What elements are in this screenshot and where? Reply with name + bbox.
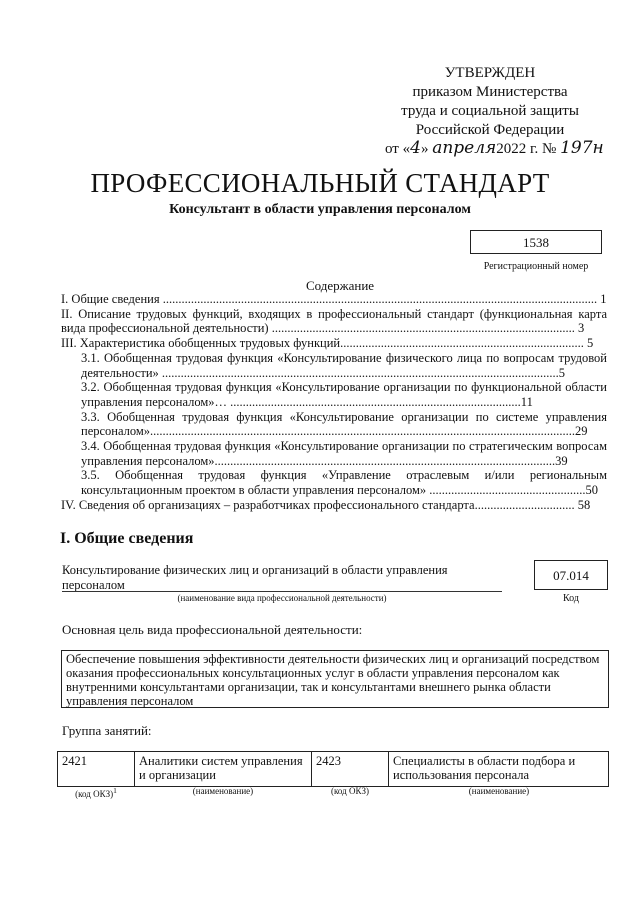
page-subtitle: Консультант в области управления персоналом: [169, 202, 471, 217]
registration-number-label: Регистрационный номер: [483, 261, 589, 272]
goal-text-box: Обеспечение повышения эффективности деятельности физических лиц и организаций посредством оказания профессиональных консультационных услуг в области управления персоналом как внутренними консультантами организации, так и консультантами внешнего рынка области управления персоналом: [61, 650, 609, 708]
activity-code-label: Код: [563, 593, 579, 604]
toc-item[interactable]: 3.3. Обобщенная трудовая функция «Консультирование организации по системе управления персоналом»........................................................................................................................................29: [81, 409, 607, 439]
footnote-mark: 1: [113, 786, 117, 795]
caption-text: (код ОКЗ): [75, 789, 114, 799]
toc-item[interactable]: II. Описание трудовых функций, входящих в профессиональный стандарт (функциональная карта вида профессиональной деятельности) ................................................................................................. 3: [61, 306, 607, 336]
activity-underline: [62, 591, 502, 592]
order-mid: »: [420, 141, 433, 157]
okz-code-cell: 2421: [58, 752, 135, 787]
toc-item[interactable]: III. Характеристика обобщенных трудовых функций.............................................................................. 5: [61, 336, 594, 351]
name-caption: (наименование): [468, 786, 530, 796]
approval-line: Российской Федерации: [415, 122, 565, 138]
order-year: 2022 г. №: [496, 141, 557, 157]
order-number: 197н: [560, 138, 604, 158]
okz-code-cell: 2423: [312, 752, 389, 787]
toc-item[interactable]: I. Общие сведения ........................................................................................................................................... 1: [61, 292, 607, 306]
approval-line: труда и социальной защиты: [401, 103, 579, 119]
activity-code-box: 07.014: [534, 560, 608, 590]
toc-item[interactable]: 3.2. Обобщенная трудовая функция «Консультирование организации по функциональной области управления персоналом»… .............................................................................................11: [81, 380, 607, 409]
order-prefix: от «: [385, 141, 411, 157]
approval-block: [390, 64, 590, 140]
toc-item[interactable]: 3.1. Обобщенная трудовая функция «Консультирование физического лица по вопросам трудовой деятельности» ...............................................................................................................................5: [81, 350, 607, 380]
goal-label: Основная цель вида профессиональной деятельности:: [62, 622, 363, 637]
page-title: ПРОФЕССИОНАЛЬНЫЙ СТАНДАРТ: [90, 168, 550, 198]
occupation-name-cell: Аналитики систем управления и организации: [135, 752, 312, 787]
approval-line: приказом Министерства: [412, 84, 568, 100]
order-day: 4: [410, 138, 421, 158]
registration-number-box: 1538: [470, 230, 602, 254]
approval-line: УТВЕРЖДЕН: [444, 65, 536, 81]
table-of-contents: [61, 292, 607, 513]
name-caption: (наименование): [192, 786, 254, 796]
toc-heading: Содержание: [305, 278, 375, 293]
occupation-group-label: Группа занятий:: [62, 723, 152, 738]
table-row: [58, 752, 609, 787]
toc-item[interactable]: 3.5. Обобщенная трудовая функция «Управление отраслевым и/или региональным консультационным проектом в области управления персоналом» ..................................................50: [81, 468, 607, 498]
toc-item[interactable]: IV. Сведения об организациях – разработчиках профессионального стандарта................................ 58: [61, 497, 591, 512]
okz-code-caption: (код ОКЗ): [331, 786, 369, 796]
activity-name: Консультирование физических лиц и организаций в области управления персоналом: [62, 563, 448, 592]
approval-order-line: [385, 138, 604, 158]
occupation-name-cell: Специалисты в области подбора и использования персонала: [389, 752, 609, 787]
toc-item[interactable]: 3.4. Обобщенная трудовая функция «Консультирование организации по стратегическим вопросам управления персоналом».............................................................................................................39: [81, 439, 607, 468]
occupation-table: [57, 751, 609, 787]
activity-caption: (наименование вида профессиональной деятельности): [177, 593, 387, 603]
section-heading: I. Общие сведения: [60, 530, 194, 547]
order-month: апреля: [432, 138, 497, 158]
okz-code-caption: [57, 786, 135, 799]
